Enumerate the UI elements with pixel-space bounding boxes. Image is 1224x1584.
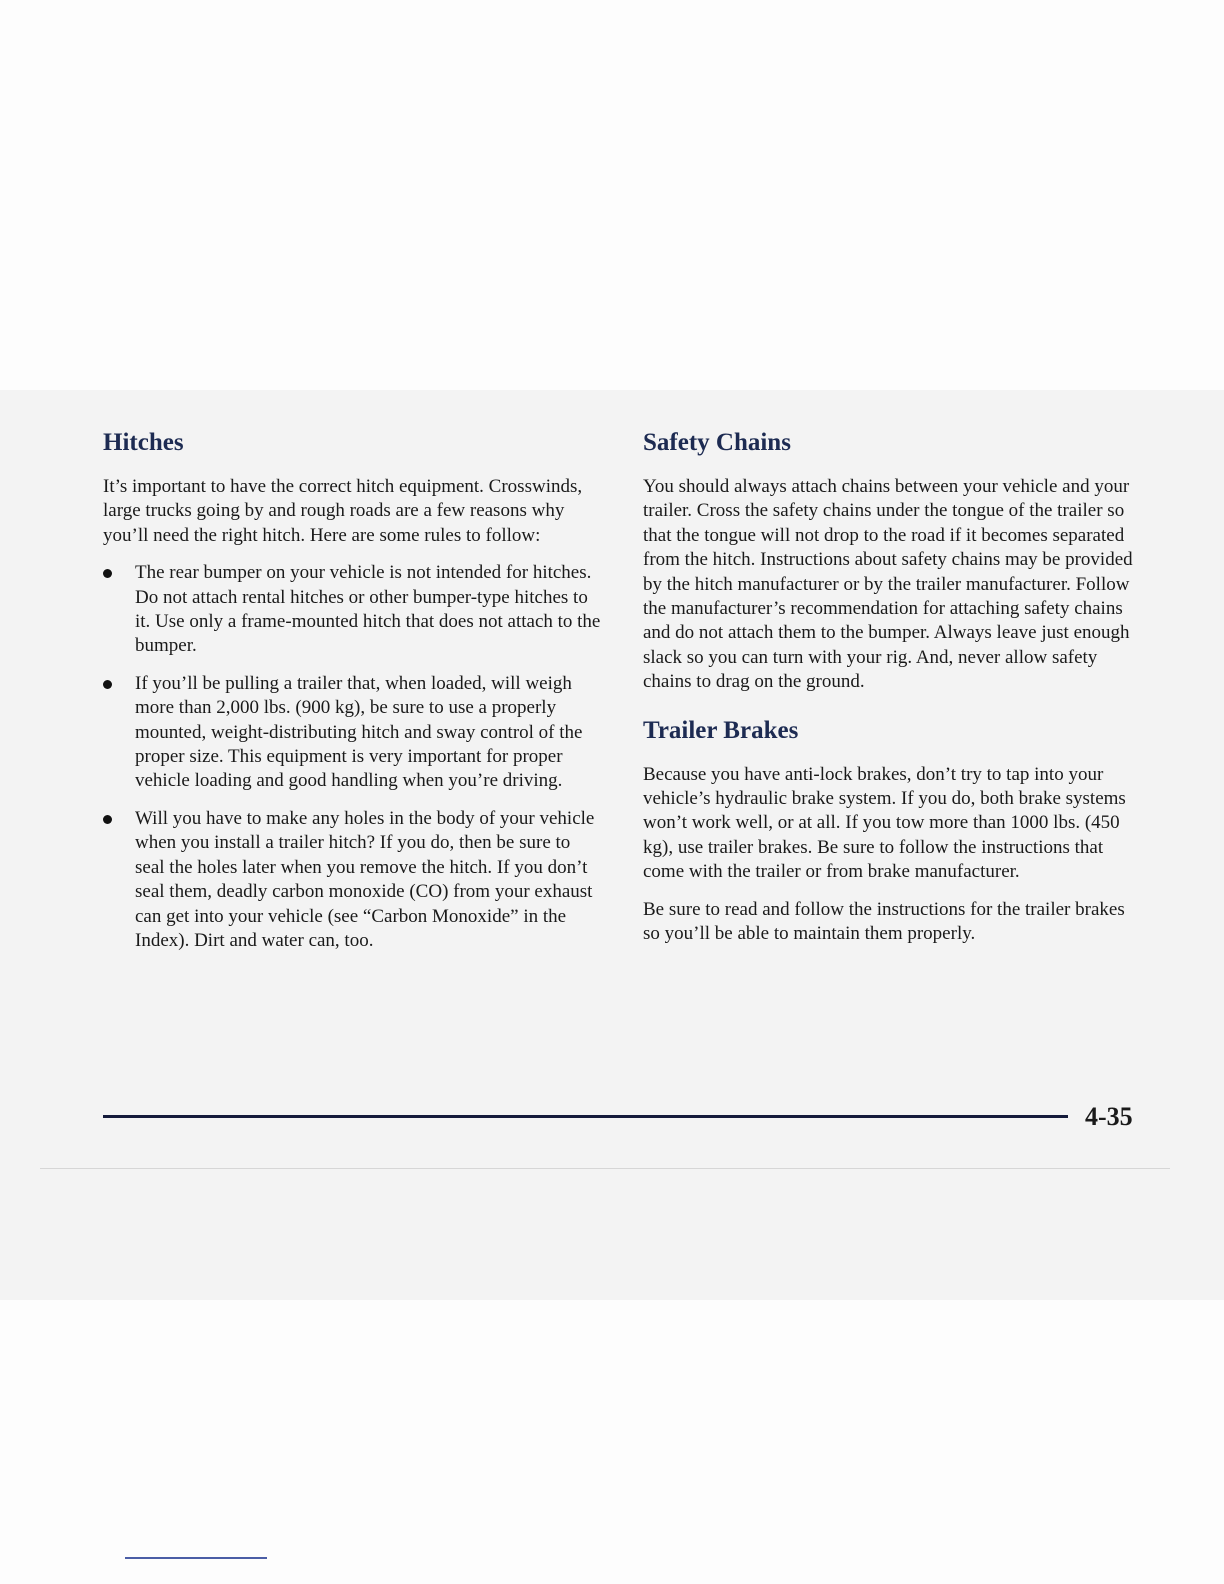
list-item — [103, 807, 603, 953]
trailer-brakes-heading: Trailer Brakes — [643, 716, 799, 744]
list-item-text: Will you have to make any holes in the body of your vehicle when you install a trailer hitch? If you do, then be sure to seal the holes later when you remove the hitch. If you don’t seal them, deadly carbon monoxide (CO) from your exhaust can get into your vehicle (see “Carbon Monoxide” in the Index). Dirt and water can, too. — [135, 807, 595, 951]
trailer-brakes-paragraph: Because you have anti-lock brakes, don’t try to tap into your vehicle’s hydraulic brake system. If you do, both brake systems won’t work well, or at all. If you tow more than 1000 lbs. (450 kg), use trailer brakes. Be sure to follow the instructions that come with the trailer or from brake manufacturer. — [643, 763, 1126, 883]
safety-chains-paragraph: You should always attach chains between your vehicle and your trailer. Cross the safety chains under the tongue of the trailer so that the tongue will not drop to the road if it becomes separated from the hitch. Instructions about safety chains may be provided by the hitch manufacturer or by the trailer manufacturer. Follow the manufacturer’s recommendation for attaching safety chains and do not attach them to the bumper. Always leave just enough slack so you can turn with your rig. And, never allow safety chains to drag on the ground. — [643, 476, 1133, 693]
right-column — [643, 425, 1143, 960]
hitch-rules-list — [103, 561, 603, 953]
bullet-icon — [103, 680, 112, 689]
list-item — [103, 672, 603, 794]
page-number: 4-35 — [1085, 1102, 1133, 1131]
list-item-text: The rear bumper on your vehicle is not intended for hitches. Do not attach rental hitches or other bumper-type hitches to it. Use only a frame-mounted hitch that does not attach to the bumper. — [135, 562, 601, 657]
left-column — [103, 425, 603, 966]
bullet-icon — [103, 569, 112, 578]
safety-chains-heading: Safety Chains — [643, 429, 791, 456]
list-item — [103, 561, 603, 659]
footer-rule — [103, 1115, 1068, 1118]
hitches-intro: It’s important to have the correct hitch equipment. Crosswinds, large trucks going by and rough roads are a few reasons why you’ll need the right hitch. Here are some rules to follow: — [103, 476, 583, 546]
trailer-brakes-maintenance-paragraph: Be sure to read and follow the instructions for the trailer brakes so you’ll be able to maintain them properly. — [643, 898, 1125, 945]
list-item-text: If you’ll be pulling a trailer that, when loaded, will weigh more than 2,000 lbs. (900 kg), be sure to use a properly mounted, weight-distributing hitch and sway control of the proper size. This equipment is very important for proper vehicle loading and good handling when you’re driving. — [135, 672, 583, 792]
hitches-heading: Hitches — [103, 429, 184, 456]
bullet-icon — [103, 815, 112, 824]
bottom-edge-mark — [125, 1557, 267, 1559]
scan-edge-line — [40, 1168, 1170, 1169]
